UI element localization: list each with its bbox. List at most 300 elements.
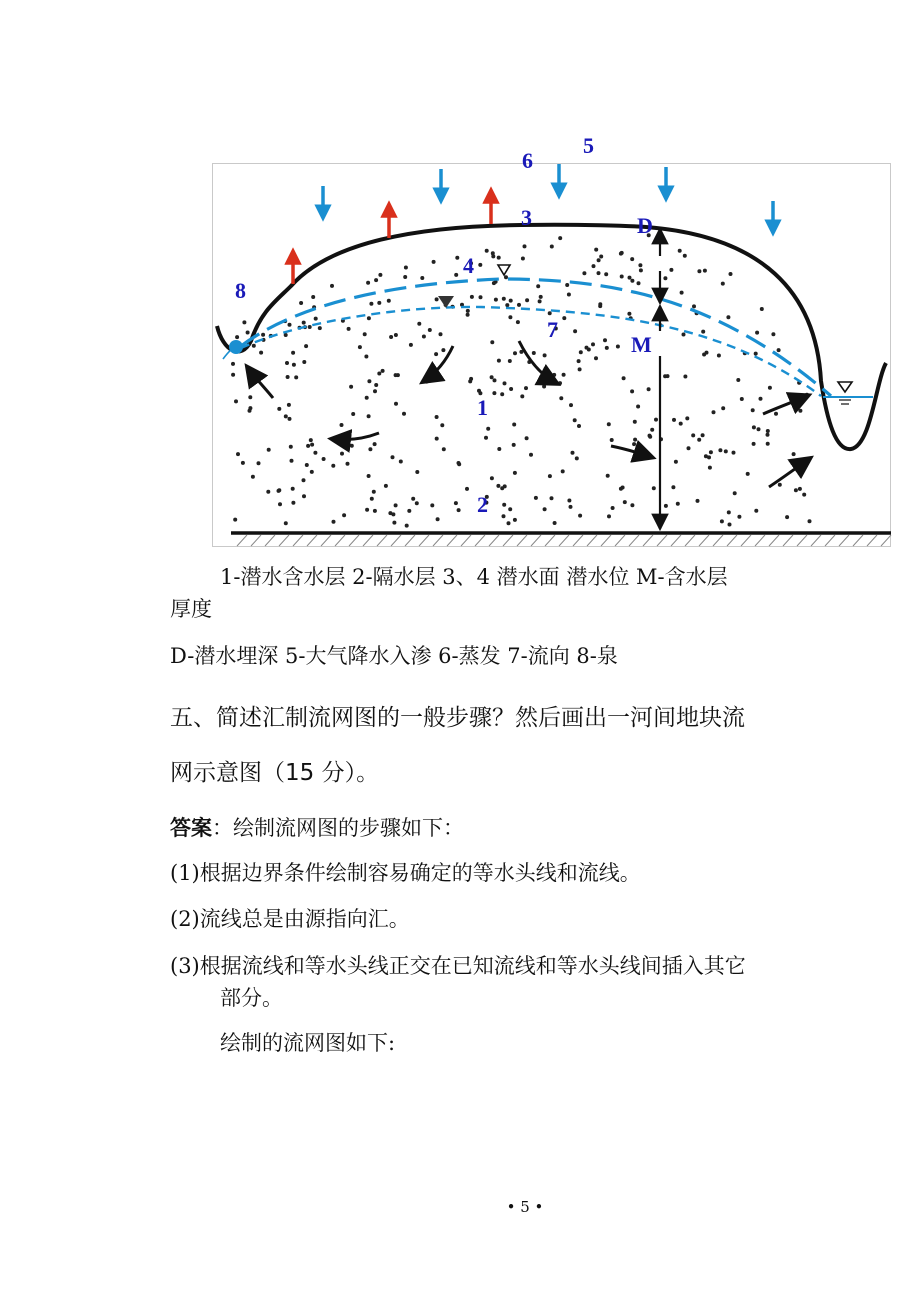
sediment-dot: [628, 276, 632, 280]
sediment-dot: [687, 446, 691, 450]
sediment-dot: [291, 351, 295, 355]
hatch-stroke: [489, 535, 499, 546]
sediment-dot: [509, 299, 513, 303]
sediment-dot: [314, 317, 318, 321]
sediment-dot: [441, 348, 445, 352]
sediment-dot: [332, 520, 336, 524]
sediment-dot: [432, 260, 436, 264]
sediment-dot: [577, 424, 581, 428]
sediment-dot: [585, 346, 589, 350]
sediment-dot: [340, 423, 344, 427]
sediment-dot: [365, 508, 369, 512]
sediment-dot: [469, 377, 473, 381]
hatch-stroke: [867, 535, 877, 546]
sediment-dot: [497, 447, 501, 451]
sediment-dot: [597, 258, 601, 262]
hatch-stroke: [363, 535, 373, 546]
hatch-stroke: [251, 535, 261, 546]
sediment-dot: [636, 447, 640, 451]
sediment-dot: [290, 459, 294, 463]
sediment-dot: [771, 332, 775, 336]
sediment-dot: [679, 422, 683, 426]
sediment-dot: [470, 295, 474, 299]
sediment-dot: [231, 362, 235, 366]
sediment-dot: [350, 444, 354, 448]
sediment-dot: [286, 375, 290, 379]
sediment-dot: [633, 420, 637, 424]
hatch-stroke: [741, 535, 751, 546]
hatch-stroke: [755, 535, 765, 546]
sediment-dot: [403, 275, 407, 279]
sediment-dot: [650, 428, 654, 432]
sediment-dot: [709, 450, 713, 454]
answer-step-1: (1)根据边界条件绘制容易确定的等水头线和流线。: [170, 861, 641, 885]
water-level-symbol-river: [838, 382, 852, 404]
sediment-dot: [542, 385, 546, 389]
sediment-dot: [672, 418, 676, 422]
sediment-dot: [648, 434, 652, 438]
water-level-symbol: [498, 265, 510, 275]
sediment-dot: [729, 272, 733, 276]
sediment-dot: [682, 333, 686, 337]
sediment-dot: [392, 521, 396, 525]
hatch-stroke: [447, 535, 457, 546]
sediment-dot: [669, 268, 673, 272]
sediment-dot: [420, 276, 424, 280]
hatch-stroke: [853, 535, 863, 546]
sediment-dot: [322, 457, 326, 461]
sediment-dot: [373, 389, 377, 393]
sediment-dot: [740, 397, 744, 401]
sediment-dot: [654, 418, 658, 422]
sediment-dot: [597, 271, 601, 275]
sediment-dot: [562, 373, 566, 377]
sediment-dot: [808, 519, 812, 523]
sediment-dot: [683, 375, 687, 379]
sediment-dot: [415, 470, 419, 474]
sediment-dot: [457, 461, 461, 465]
sediment-dot: [490, 476, 494, 480]
flow-arrow: [248, 368, 273, 398]
sediment-dot: [497, 256, 501, 260]
sediment-dot: [558, 381, 562, 385]
sediment-dot: [676, 502, 680, 506]
sediment-dot: [231, 373, 235, 377]
sediment-dot: [502, 503, 506, 507]
sediment-dot: [538, 299, 542, 303]
sediment-dot: [604, 272, 608, 276]
sediment-dot: [407, 509, 411, 513]
sediment-dot: [550, 496, 554, 500]
sediment-dot: [394, 402, 398, 406]
hatch-stroke: [307, 535, 317, 546]
sediment-dot: [500, 392, 504, 396]
impermeable-base-hatch: [237, 535, 891, 546]
sediment-dot: [257, 461, 261, 465]
hatch-stroke: [433, 535, 443, 546]
sediment-dot: [620, 251, 624, 255]
page-number: • 5 •: [506, 1198, 544, 1216]
sediment-dot: [548, 311, 552, 315]
sediment-dot: [702, 353, 706, 357]
sediment-dot: [757, 427, 761, 431]
sediment-dot: [439, 332, 443, 336]
sediment-dot: [284, 521, 288, 525]
sediment-dot: [603, 338, 607, 342]
sediment-dot: [752, 442, 756, 446]
sediment-dot: [466, 313, 470, 317]
hatch-stroke: [713, 535, 723, 546]
sediment-dot: [785, 515, 789, 519]
sediment-dot: [509, 387, 513, 391]
sediment-dot: [534, 496, 538, 500]
sediment-dot: [523, 244, 527, 248]
hatch-stroke: [601, 535, 611, 546]
sediment-dot: [374, 383, 378, 387]
sediment-dot: [664, 504, 668, 508]
sediment-dot: [358, 345, 362, 349]
figure-caption-line1: 1-潜水含水层 2-隔水层 3、4 潜水面 潜水位 M-含水层: [220, 565, 728, 589]
sediment-dot: [411, 497, 415, 501]
sediment-dot: [478, 263, 482, 267]
sediment-dot: [798, 409, 802, 413]
sediment-dot: [607, 422, 611, 426]
sediment-dot: [575, 456, 579, 460]
sediment-dot: [492, 391, 496, 395]
sediment-dot: [378, 273, 382, 277]
sediment-dot: [512, 443, 516, 447]
label-1-aquifer: 1: [477, 395, 488, 420]
sediment-dot: [569, 403, 573, 407]
sediment-dot: [485, 249, 489, 253]
sediment-dot: [368, 447, 372, 451]
sediment-dot: [622, 376, 626, 380]
sediment-dot: [367, 379, 371, 383]
sediment-dot: [697, 438, 701, 442]
hatch-stroke: [349, 535, 359, 546]
sediment-dot: [774, 412, 778, 416]
sediment-dot: [721, 406, 725, 410]
sediment-dot: [242, 320, 246, 324]
sediment-dot: [288, 323, 292, 327]
sediment-dot: [277, 489, 281, 493]
sediment-dot: [367, 474, 371, 478]
sediment-dot: [737, 515, 741, 519]
sediment-dot: [304, 344, 308, 348]
sediment-dot: [683, 254, 687, 258]
hatch-stroke: [643, 535, 653, 546]
spring-circle: [229, 340, 243, 354]
question-heading-line2: 网示意图（15 分）。: [170, 760, 380, 786]
sediment-dot: [543, 353, 547, 357]
sediment-dot: [484, 436, 488, 440]
sediment-dot: [287, 403, 291, 407]
figure-caption-line2: 厚度: [170, 597, 212, 621]
hatch-stroke: [671, 535, 681, 546]
sediment-dot: [513, 351, 517, 355]
sediment-dot: [236, 452, 240, 456]
hatch-stroke: [811, 535, 821, 546]
label-D-depth: D: [637, 213, 653, 238]
answer-closing: 绘制的流网图如下:: [220, 1031, 396, 1055]
hatch-stroke: [237, 535, 247, 546]
sediment-dot: [310, 443, 314, 447]
aquifer-diagram: [212, 133, 891, 547]
sediment-dot: [599, 255, 603, 259]
sediment-dot: [605, 346, 609, 350]
hatch-stroke: [265, 535, 275, 546]
sediment-dot: [402, 412, 406, 416]
sediment-dot: [582, 271, 586, 275]
label-6-evaporation: 6: [522, 148, 533, 173]
hatch-stroke: [503, 535, 513, 546]
sediment-dot: [573, 329, 577, 333]
sediment-dot: [261, 333, 265, 337]
sediment-dot: [751, 408, 755, 412]
answer-step-3a: (3)根据流线和等水头线正交在已知流线和等水头线间插入其它: [170, 954, 746, 978]
sediment-dot: [289, 445, 293, 449]
hatch-stroke: [615, 535, 625, 546]
sediment-dot: [428, 328, 432, 332]
question-heading-line1: 五、简述汇制流网图的一般步骤？然后画出一河间地块流: [170, 705, 745, 731]
sediment-dot: [351, 412, 355, 416]
sediment-dot: [372, 490, 376, 494]
hatch-stroke: [587, 535, 597, 546]
sediment-dot: [454, 273, 458, 277]
sediment-dot: [638, 263, 642, 267]
sediment-dot: [525, 436, 529, 440]
sediment-dot: [611, 506, 615, 510]
sediment-dot: [619, 487, 623, 491]
sediment-dot: [718, 448, 722, 452]
answer-label: 答案: [170, 816, 212, 840]
sediment-dot: [591, 342, 595, 346]
sediment-dot: [726, 315, 730, 319]
sediment-dot: [627, 312, 631, 316]
sediment-dot: [342, 513, 346, 517]
hatch-stroke: [335, 535, 345, 546]
hatch-stroke: [461, 535, 471, 546]
sediment-dot: [248, 409, 252, 413]
sediment-dot: [578, 514, 582, 518]
sediment-dot: [598, 304, 602, 308]
sediment-dot: [623, 500, 627, 504]
sediment-dot: [294, 375, 298, 379]
sediment-dot: [436, 517, 440, 521]
sediment-dot: [703, 269, 707, 273]
sediment-dot: [490, 375, 494, 379]
sediment-dot: [251, 475, 255, 479]
hatch-stroke: [881, 535, 891, 546]
sediment-dot: [494, 298, 498, 302]
sediment-dot: [727, 510, 731, 514]
sediment-dot: [567, 293, 571, 297]
hatch-stroke: [293, 535, 303, 546]
sediment-dot: [278, 502, 282, 506]
hatch-stroke: [783, 535, 793, 546]
sediment-dot: [377, 372, 381, 376]
sediment-dot: [374, 278, 378, 282]
sediment-dot: [746, 472, 750, 476]
sediment-dot: [266, 490, 270, 494]
sediment-dot: [666, 374, 670, 378]
hatch-stroke: [391, 535, 401, 546]
sediment-dot: [291, 487, 295, 491]
sediment-dot: [577, 359, 581, 363]
hatch-stroke: [279, 535, 289, 546]
label-7-flow: 7: [547, 317, 558, 342]
sediment-dot: [308, 325, 312, 329]
sediment-dot: [491, 254, 495, 258]
hatch-stroke: [377, 535, 387, 546]
sediment-dot: [435, 297, 439, 301]
sediment-dot: [405, 524, 409, 528]
sediment-dot: [517, 303, 521, 307]
sediment-dot: [347, 327, 351, 331]
sediment-dot: [637, 281, 641, 285]
hatch-stroke: [475, 535, 485, 546]
aquifer-sediment-dots: [231, 233, 812, 527]
sediment-dot: [578, 367, 582, 371]
sediment-dot: [477, 389, 481, 393]
sediment-dot: [521, 257, 525, 261]
sediment-dot: [248, 395, 252, 399]
sediment-dot: [607, 514, 611, 518]
sediment-dot: [520, 394, 524, 398]
sediment-dot: [285, 361, 289, 365]
sediment-dot: [532, 351, 536, 355]
sediment-dot: [508, 507, 512, 511]
hatch-stroke: [825, 535, 835, 546]
sediment-dot: [490, 340, 494, 344]
sediment-dot: [486, 427, 490, 431]
sediment-dot: [539, 295, 543, 299]
hatch-stroke: [419, 535, 429, 546]
sediment-dot: [792, 452, 796, 456]
sediment-dot: [299, 301, 303, 305]
sediment-dot: [457, 508, 461, 512]
sediment-dot: [235, 335, 239, 339]
sediment-dot: [391, 455, 395, 459]
sediment-dot: [384, 484, 388, 488]
hatch-stroke: [629, 535, 639, 546]
sediment-dot: [394, 333, 398, 337]
sediment-dot: [496, 484, 500, 488]
sediment-dot: [389, 335, 393, 339]
hatch-stroke: [727, 535, 737, 546]
sediment-dot: [302, 321, 306, 325]
sediment-dot: [306, 444, 310, 448]
sediment-dot: [513, 518, 517, 522]
sediment-dot: [524, 386, 528, 390]
sediment-dot: [366, 281, 370, 285]
sediment-dot: [552, 373, 556, 377]
sediment-dot: [364, 355, 368, 359]
sediment-dot: [685, 416, 689, 420]
sediment-dot: [417, 322, 421, 326]
sediment-dot: [503, 381, 507, 385]
sediment-dot: [302, 360, 306, 364]
sediment-dot: [267, 448, 271, 452]
sediment-dot: [760, 307, 764, 311]
sediment-dot: [559, 396, 563, 400]
sediment-dot: [569, 505, 573, 509]
sediment-dot: [292, 363, 296, 367]
sediment-dot: [435, 415, 439, 419]
sediment-dot: [620, 275, 624, 279]
sediment-dot: [766, 442, 770, 446]
sediment-dot: [707, 455, 711, 459]
sediment-dot: [369, 302, 373, 306]
sediment-dot: [630, 503, 634, 507]
sediment-dot: [394, 373, 398, 377]
sediment-dot: [610, 438, 614, 442]
sediment-dot: [466, 309, 470, 313]
sediment-dot: [455, 256, 459, 260]
sediment-dot: [573, 418, 577, 422]
sediment-dot: [409, 343, 413, 347]
sediment-dot: [680, 291, 684, 295]
sediment-dot: [313, 451, 317, 455]
aquifer-diagram-svg: [213, 133, 892, 548]
sediment-dot: [233, 518, 237, 522]
label-4-water-level: 4: [463, 253, 474, 278]
sediment-dot: [701, 433, 705, 437]
sediment-dot: [724, 449, 728, 453]
sediment-dot: [502, 297, 506, 301]
flow-arrow: [611, 446, 651, 457]
sediment-dot: [381, 369, 385, 373]
sediment-dot: [507, 521, 511, 525]
sediment-dot: [558, 236, 562, 240]
sediment-dot: [346, 462, 350, 466]
sediment-dot: [330, 284, 334, 288]
sediment-dot: [399, 460, 403, 464]
hatch-stroke: [769, 535, 779, 546]
hatch-stroke: [839, 535, 849, 546]
flow-arrow: [424, 346, 453, 381]
hatch-stroke: [531, 535, 541, 546]
sediment-dot: [291, 501, 295, 505]
sediment-dot: [550, 245, 554, 249]
answer-step-2: (2)流线总是由源指向汇。: [170, 907, 410, 931]
sediment-dot: [697, 269, 701, 273]
sediment-dot: [302, 478, 306, 482]
sediment-dot: [536, 284, 540, 288]
hatch-stroke: [405, 535, 415, 546]
sediment-dot: [592, 264, 596, 268]
sediment-dot: [373, 442, 377, 446]
sediment-dot: [288, 417, 292, 421]
sediment-dot: [277, 407, 281, 411]
sediment-dot: [505, 303, 509, 307]
hatch-stroke: [573, 535, 583, 546]
sediment-dot: [492, 281, 496, 285]
hatch-stroke: [545, 535, 555, 546]
label-M-thickness: M: [631, 332, 652, 357]
sediment-dot: [508, 315, 512, 319]
sediment-dot: [502, 514, 506, 518]
sediment-dot: [663, 276, 667, 280]
sediment-dot: [422, 335, 426, 339]
sediment-dot: [543, 507, 547, 511]
sediment-dot: [479, 295, 483, 299]
answer-intro: [170, 812, 464, 842]
flow-arrow: [333, 433, 379, 440]
sediment-dot: [340, 452, 344, 456]
sediment-dot: [754, 509, 758, 513]
sediment-dot: [363, 332, 367, 336]
